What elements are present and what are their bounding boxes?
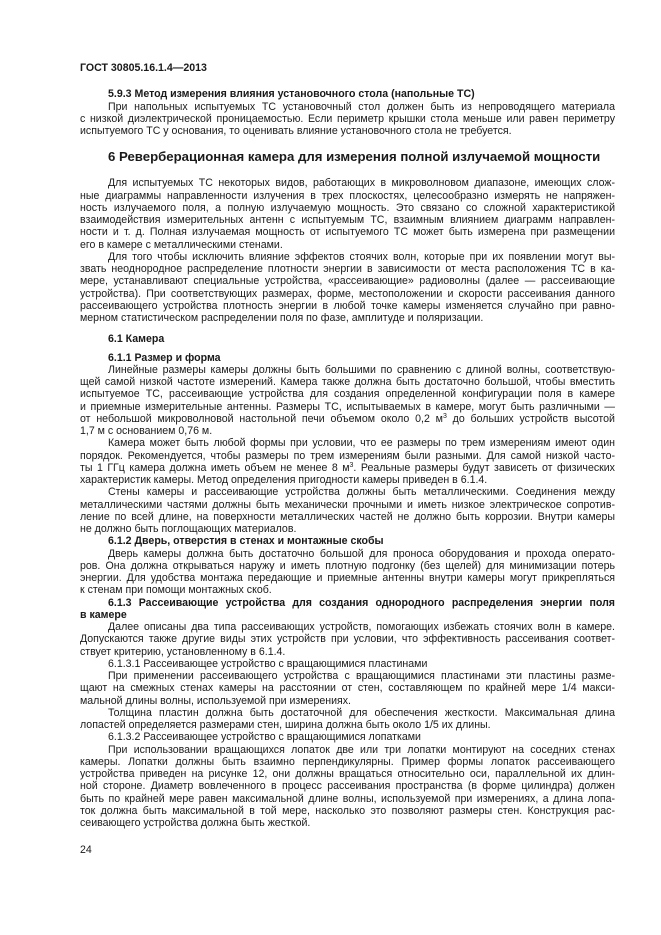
paragraph-line: с низкой диэлектрической проницаемостью. Если периметр крышки стола меньше или равен периметру <box>80 112 615 125</box>
paragraph-line: Допускаются также другие виды этих устройств при условии, что эффективность рассеивания соответ- <box>80 633 615 646</box>
section-5-9-3-title: 5.9.3 Метод измерения влияния установочного стола (напольные ТС) <box>108 88 475 101</box>
paragraph-line: При использовании вращающихся лопаток две или три лопатки монтируют на соседних стенах <box>108 743 615 756</box>
section-6-heading: 6 Реверберационная камера для измерения полной излучаемой мощности <box>108 149 601 165</box>
text-run: от небольшой микроволновой настольной печи объемом около 0,2 м <box>80 412 443 425</box>
paragraph-line: ров. Она должна открываться наружу и иметь плотную подгонку (без щелей) для минимизации потерь <box>80 559 615 572</box>
paragraph-line: сеивающего устройства должна быть жесткой. <box>80 817 311 829</box>
paragraph-line: Линейные размеры камеры должны быть большими по сравнению с длиной волны, соответствую- <box>108 363 615 376</box>
section-6-1-3-1-title: 6.1.3.1 Рассеивающее устройство с вращающимися пластинами <box>108 657 428 670</box>
paragraph-line: не должно быть поглощающих материалов. <box>80 523 297 535</box>
paragraph-line: устройства). При соответствующих размерах, форме, местоположении и скорости рассеивания данного <box>80 287 615 300</box>
paragraph-line: звать неоднородное распределение плотности энергии в зависимости от места расположения ТС в ка- <box>80 263 615 275</box>
paragraph-line: порядок. Рекомендуется, чтобы размеры по трем измерениям были разными. Для самой низкой часто- <box>80 449 615 462</box>
paragraph-line: мальной длины волны, используемой при измерениях. <box>80 694 351 707</box>
superscript: 3 <box>442 412 447 420</box>
section-6-1-2-title: 6.1.2 Дверь, отверстия в стенах и монтажные скобы <box>108 535 384 548</box>
paragraph-line: Камера может быть любой формы при условии, что ее размеры по трем измерениям имеют один <box>108 437 615 450</box>
paragraph-line: характеристик камеры. Метод определения пригодности камеры приведен в 6.1.4. <box>80 474 488 486</box>
paragraph-line: устройства приведен на рисунке 12, они должны вращаться относительно оси, параллельной их длин- <box>80 768 615 780</box>
paragraph-line: взаимодействия измерительных антенн с испытуемым ТС, взаимным влиянием диаграмм направлен- <box>80 214 615 226</box>
paragraph-line: ности и т. д. Полная излучаемая мощность от испытуемого ТС может быть измерена при размещении <box>80 226 615 239</box>
paragraph-line: При напольных испытуемых ТС установочный стол должен быть из непроводящего материала <box>108 100 615 113</box>
paragraph-line: камеры. Лопатки должны быть взаимно перпендикулярны. Пример формы лопаток рассеивающего <box>80 755 615 768</box>
paragraph-line <box>80 413 615 425</box>
paragraph-line: испытуемое ТС, рассеивающие устройства для создания определенной конфигурации поля в камере <box>80 388 615 401</box>
paragraph-line: ствует критерию, установленному в 6.1.4. <box>80 645 286 658</box>
paragraph-line: лопастей определяется размерами стен, ширина должна быть около 1/5 их длины. <box>80 719 491 731</box>
paragraph-line: его в камере с металлическими стенами. <box>80 238 283 251</box>
text-run: до больших устройств высотой <box>452 412 615 425</box>
section-6-1-title: 6.1 Камера <box>108 333 165 346</box>
paragraph-line: быть по крайней мере равен максимальной длине волны, используемой при измерениях, а длина лопа- <box>80 792 615 805</box>
paragraph-line: энергии. Для удобства монтажа передающие и приемные антенны внутри камеры могут прикрепляться <box>80 572 615 584</box>
paragraph-line: При применении рассеивающего устройства с вращающимися пластинами эти пластины разме- <box>108 670 615 682</box>
document-page <box>80 62 615 829</box>
section-6-1-3-2-title: 6.1.3.2 Рассеивающее устройство с вращающимися лопатками <box>108 731 421 744</box>
paragraph-line: Стены камеры и рассеивающие устройства должны быть металлическими. Соединения между <box>108 486 615 499</box>
paragraph-line: Для того чтобы исключить влияние эффектов стоячих волн, которые при их появлении могут вы- <box>108 250 615 263</box>
paragraph-line: ные диаграммы направленности излучения в трех плоскостях, целесообразно измерять не напряжен- <box>80 189 615 202</box>
paragraph-line: щают на смежных стенах камеры на расстоянии от стен, составляющем по крайней мере 1/4 макси- <box>80 682 615 695</box>
section-6-1-3-title-cont: в камере <box>80 608 127 621</box>
paragraph-line: Дверь камеры должна быть достаточно большой для проноса оборудования и прохода операто- <box>108 547 615 560</box>
paragraph-line: испытуемого ТС у основания, то оценивать влияние установочного стола не требуется. <box>80 125 512 137</box>
section-6-1-3-title: 6.1.3 Рассеивающие устройства для создания однородного распределения энергии поля <box>108 596 615 609</box>
paragraph-line: Далее описаны два типа рассеивающих устройств, помогающих избежать стоячих волн в камере. <box>108 621 615 633</box>
paragraph-line: щей самой низкой частоте измерений. Камера также должна быть достаточно большой, чтобы вместить <box>80 376 615 388</box>
superscript: 3 <box>349 461 354 469</box>
paragraph-line: мерном статистическом распределении поля по фазе, амплитуде и поляризации. <box>80 312 484 324</box>
paragraph-line <box>80 462 615 474</box>
document-header: ГОСТ 30805.16.1.4—2013 <box>80 62 207 74</box>
paragraph-line: к стенам при помощи монтажных скоб. <box>80 584 272 597</box>
page-number: 24 <box>80 844 92 856</box>
section-6-1-1-title: 6.1.1 Размер и форма <box>108 351 221 364</box>
paragraph-line: и приемные измерительные антенны. Размеры ТС, испытываемых в камере, могут быть различными — <box>80 400 615 413</box>
paragraph-line: Для испытуемых ТС некоторых видов, работающих в микроволновом диапазоне, имеющих слож- <box>108 177 615 190</box>
paragraph-line: ток должна быть максимальной в той мере, насколько это позволяют размеры стен. Конструкция рас- <box>80 804 615 817</box>
paragraph-line: мере, устанавливают специальные устройства, «рассеивающие» радиоволны (далее — рассеивающие <box>80 275 615 288</box>
paragraph-line: металлическими частями должны быть механически прочными и иметь низкое электрическое сопротив- <box>80 498 615 511</box>
text-run: ты 1 ГГц камера должна иметь объем не менее 8 м <box>80 461 350 474</box>
text-run: . Реальные размеры будут зависеть от физических <box>353 461 615 474</box>
paragraph-line: Толщина пластин должна быть достаточной для обеспечения жесткости. Максимальная длина <box>108 706 615 719</box>
paragraph-line: рассеивающего устройства плотность энергии в любой точке камеры изменяется случайно при равно- <box>80 299 615 312</box>
paragraph-line: ность излучаемого поля, а полную излучаемую мощность. Это связано со сложной характеристикой <box>80 201 615 214</box>
paragraph-line: ной стороне. Диаметр вовлеченного в процесс рассеивания пространства (в форме цилиндра) должен <box>80 780 615 793</box>
paragraph-line: 1,7 м с основанием 0,76 м. <box>80 425 213 437</box>
paragraph-line: ление по всей длине, на поверхности металлических частей не должно быть коррозии. Внутри камеры <box>80 510 615 523</box>
